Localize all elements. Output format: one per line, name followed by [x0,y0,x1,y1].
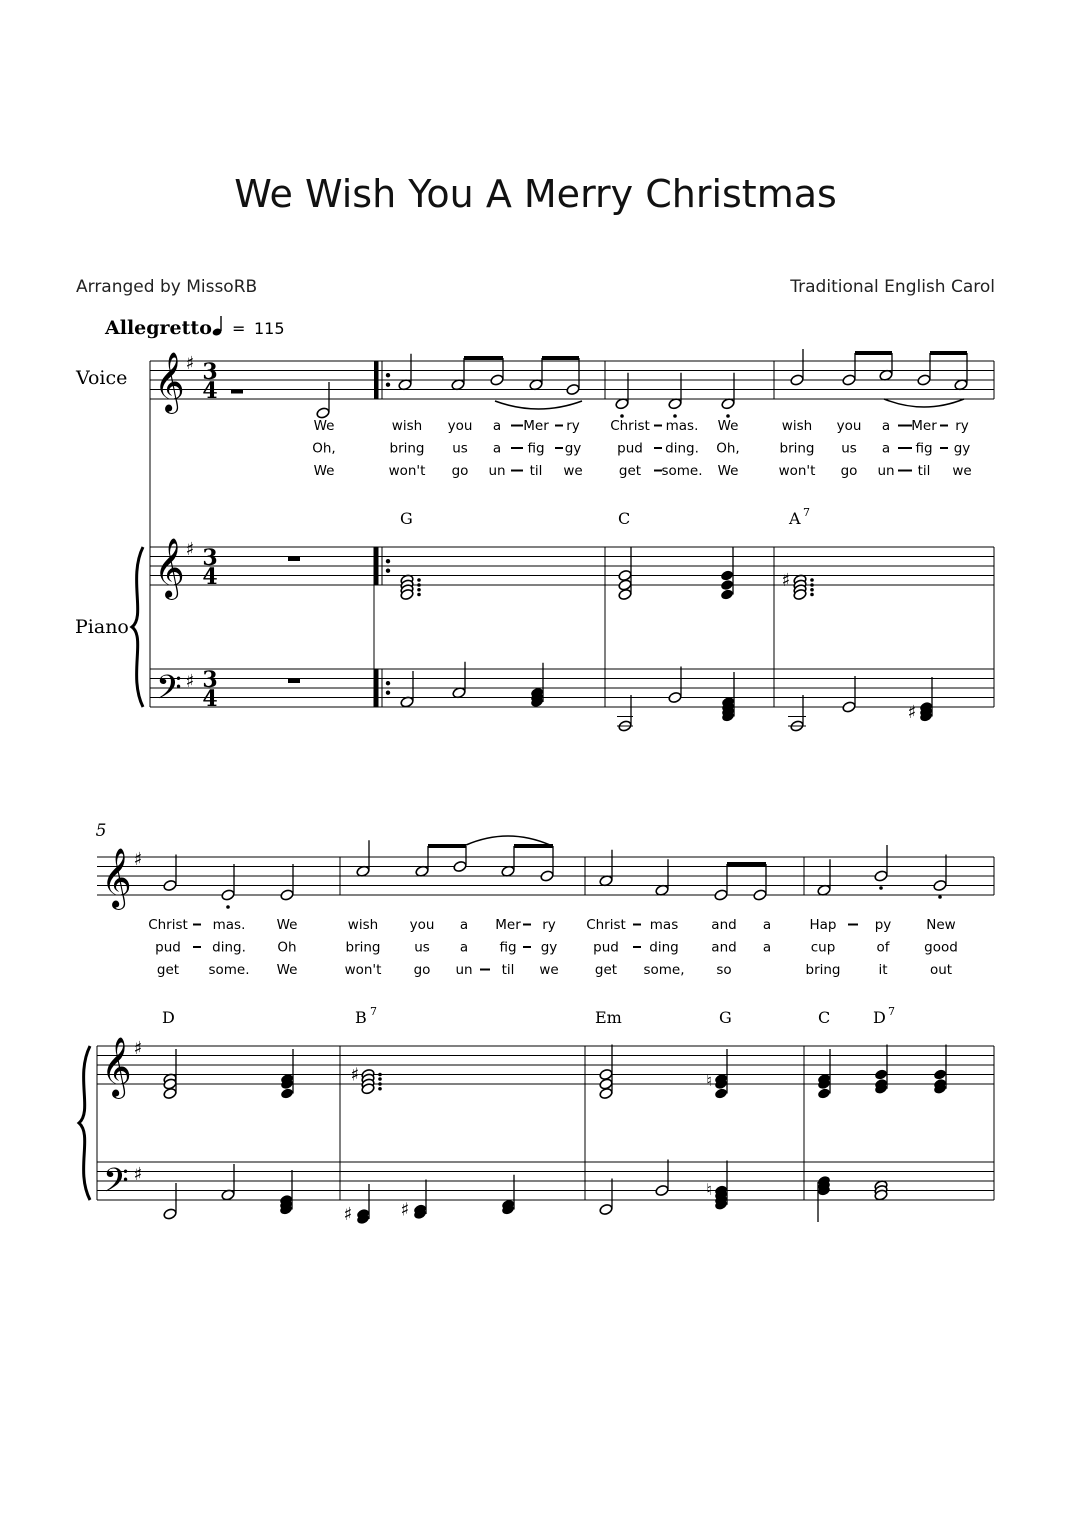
lyric-syllable: pud [155,939,181,956]
key-sharp-icon: ♯ [185,539,195,560]
lyric-syllable: mas. [665,418,699,434]
dot [417,588,421,592]
tempo-bpm: 115 [254,319,285,338]
lyric-syllable: Oh [277,939,297,956]
lyric-syllable: We [276,917,298,933]
measure-number: 5 [95,821,107,841]
accidental-natural-icon: ♮ [706,1180,712,1199]
staccato-dot [938,895,942,899]
lyric-syllable: Christ [148,917,188,933]
note-head [566,383,580,395]
beam [727,862,766,866]
lyric-syllable: Oh, [312,440,336,457]
beam [428,844,466,848]
lyric-syllable: us [414,939,430,956]
lyric-syllable: We [313,418,335,434]
score-title: We Wish You A Merry Christmas [234,172,837,216]
lyric-syllable: go [413,962,431,978]
chord-symbol: D [873,1008,886,1027]
lyric-syllable: mas [649,917,679,933]
dot [810,588,814,592]
note-head [221,889,235,901]
repeat-thick-bar [374,669,379,707]
chord-superscript: 7 [370,1005,377,1018]
note-head [490,374,504,386]
note-head [753,889,767,901]
time-signature-bottom: 4 [202,686,218,712]
lyric-syllable: you [447,418,473,434]
tempo-marking: Allegretto [105,317,212,339]
lyric-syllable: some. [661,463,703,479]
lyric-syllable: won't [344,962,382,978]
dot [810,578,814,582]
lyric-syllable: a [492,418,502,434]
dot [417,593,421,597]
lyric-syllable: ry [542,917,556,933]
note-head [874,1068,888,1080]
repeat-thick-bar [374,547,379,585]
lyric-syllable: py [874,917,892,933]
note-head [842,701,856,713]
lyric-syllable: a [762,939,772,956]
repeat-thick-bar [374,361,379,399]
note-head [817,1087,831,1099]
piano-rest-icon [288,557,300,562]
lyric-syllable: we [563,463,583,479]
lyric-syllable: some, [643,962,685,978]
chord-symbol: G [719,1008,732,1027]
piano-brace [132,547,143,707]
lyric-syllable: ding. [212,939,246,956]
lyric-syllable: un [455,962,473,978]
note-head [933,879,947,891]
bass-rest-icon [288,679,300,684]
dot [417,583,421,587]
piano-treble-staff [150,547,994,585]
lyric-syllable: good [924,939,958,956]
chord-symbol: D [162,1008,175,1027]
note-head [842,374,856,386]
note-head [599,1087,613,1099]
treble-clef-icon: 𝄞 [154,538,185,598]
chord-symbol: Em [595,1008,622,1027]
dot [378,1087,382,1091]
lyric-syllable: We [276,962,298,978]
note-head [453,860,467,872]
dot [810,593,814,597]
repeat-dot [386,373,390,377]
lyric-syllable: get [156,962,180,978]
treble-clef-icon: 𝄞 [101,1037,132,1097]
lyric-syllable: wish [391,418,423,434]
bass-clef-icon: 𝄢 [156,669,182,715]
lyric-syllable: and [711,917,737,933]
note-head [540,870,554,882]
note-head [668,691,682,703]
lyric-syllable: out [929,962,953,978]
beam [855,351,892,355]
note-head [720,588,734,600]
chord-symbol: B [355,1008,367,1027]
voice-half-rest-icon [231,389,243,394]
note-head [790,374,804,386]
note-head [163,1208,177,1220]
lyric-syllable: cup [810,939,836,956]
lyric-syllable: a [881,418,891,434]
note-head [714,889,728,901]
beam [542,356,579,360]
piano-treble-staff [97,1046,994,1084]
repeat-dot [386,569,390,573]
lyric-syllable: pud [593,939,619,956]
lyric-syllable: We [717,418,739,434]
lyric-syllable: it [878,962,888,978]
lyric-syllable: go [840,463,858,479]
key-sharp-icon: ♯ [185,353,195,374]
lyric-syllable: us [841,440,857,457]
repeat-dot [386,559,390,563]
note-head [163,879,177,891]
lyric-syllable: won't [388,463,426,479]
lyric-syllable: pud [617,440,643,457]
chord-symbol: C [618,509,631,528]
note-head [933,1068,947,1080]
note-head [280,889,294,901]
slur [466,836,550,845]
tempo-equals: = [232,319,246,338]
lyric-syllable: Christ [586,917,626,933]
accidental-sharp-icon: ♯ [400,1199,410,1221]
lyric-syllable: un [877,463,895,479]
lyric-syllable: fig [915,440,933,457]
lyric-syllable: a [459,939,469,956]
lyric-syllable: gy [564,440,582,457]
lyric-syllable: a [762,917,772,933]
piano-brace [79,1046,90,1200]
dot [378,1073,382,1077]
piano-instrument-name: Piano [75,616,129,638]
chord-symbol: G [400,509,413,528]
note-head [599,1203,613,1215]
accidental-sharp-icon: ♯ [907,701,917,723]
chord-symbol: A [789,509,801,528]
lyric-syllable: wish [781,418,813,434]
lyric-syllable: you [409,917,435,933]
lyric-syllable: Oh, [716,440,740,457]
lyric-syllable: wish [347,917,379,933]
lyric-syllable: Hap [809,917,837,933]
key-sharp-icon: ♯ [133,1164,143,1185]
lyric-syllable: you [836,418,862,434]
lyric-syllable: ding. [665,440,699,457]
lyric-syllable: un [488,463,506,479]
slur [495,401,582,409]
lyric-syllable: New [926,917,956,933]
lyric-syllable: a [459,917,469,933]
key-sharp-icon: ♯ [185,671,195,692]
treble-clef-icon: 𝄞 [101,848,132,908]
lyric-syllable: mas. [212,917,246,933]
lyric-syllable: and [711,939,737,956]
repeat-dot [386,681,390,685]
lyric-syllable: go [451,463,469,479]
note-head [720,579,734,591]
staccato-dot [879,886,883,890]
accidental-sharp-icon: ♯ [350,1064,360,1086]
time-signature-bottom: 4 [202,378,218,404]
music-notation [79,349,994,1225]
time-signature-top: 3 [202,667,218,693]
beam [464,356,503,360]
note-head [720,569,734,581]
lyric-syllable: ry [566,418,580,434]
lyric-syllable: til [501,962,515,978]
lyric-syllable: we [539,962,559,978]
composer-credit: Traditional English Carol [790,277,995,297]
note-head [714,1087,728,1099]
lyric-syllable: gy [540,939,558,956]
repeat-dot [386,691,390,695]
key-sharp-icon: ♯ [133,849,143,870]
lyric-syllable: some. [208,962,250,978]
lyric-syllable: Christ [610,418,650,434]
time-signature-top: 3 [202,359,218,385]
note-head [917,374,931,386]
repeat-dot [386,383,390,387]
lyric-syllable: fig [527,440,545,457]
lyric-syllable: us [452,440,468,457]
lyric-syllable: gy [953,440,971,457]
lyric-syllable: so [716,962,732,978]
tempo-quarter-note-icon [212,316,223,337]
chord-symbol: C [818,1008,831,1027]
slur [884,399,964,407]
lyric-syllable: Mer [523,418,549,434]
beam [930,351,967,355]
piano-bass-staff [150,669,994,707]
lyric-syllable: bring [389,440,425,457]
lyric-syllable: fig [499,939,517,956]
lyric-syllable: Mer [911,418,937,434]
time-signature-top: 3 [202,545,218,571]
lyric-syllable: ry [955,418,969,434]
lyric-syllable: bring [345,939,381,956]
time-signature-bottom: 4 [202,564,218,590]
lyric-syllable: won't [778,463,816,479]
staccato-dot [226,905,230,909]
lyric-syllable: a [492,440,502,457]
bass-clef-icon: 𝄢 [103,1162,129,1208]
lyric-syllable: a [881,440,891,457]
lyric-syllable: ding [649,939,679,956]
accidental-natural-icon: ♮ [706,1071,712,1090]
lyric-syllable: Mer [495,917,521,933]
arranger-credit: Arranged by MissoRB [76,277,258,297]
lyric-syllable: get [618,463,642,479]
dot [417,578,421,582]
lyric-syllable: bring [805,962,841,978]
treble-clef-icon: 𝄞 [154,352,185,412]
key-sharp-icon: ♯ [133,1038,143,1059]
note-head [280,1087,294,1099]
accidental-sharp-icon: ♯ [781,570,791,591]
lyric-syllable: We [717,463,739,479]
lyric-syllable: we [952,463,972,479]
note-head [618,588,632,600]
chord-superscript: 7 [888,1005,895,1018]
dot [378,1077,382,1081]
note-head [163,1087,177,1099]
chord-superscript: 7 [803,506,810,519]
dot [378,1082,382,1086]
accidental-sharp-icon: ♯ [343,1204,353,1225]
lyric-syllable: get [594,962,618,978]
dot [810,583,814,587]
note-head [655,1184,669,1196]
lyric-syllable: We [313,463,335,479]
lyric-syllable: of [876,939,890,956]
lyric-syllable: til [917,463,931,479]
lyric-syllable: bring [779,440,815,457]
voice-instrument-name: Voice [76,367,128,389]
lyric-syllable: til [529,463,543,479]
note-head [874,870,888,882]
